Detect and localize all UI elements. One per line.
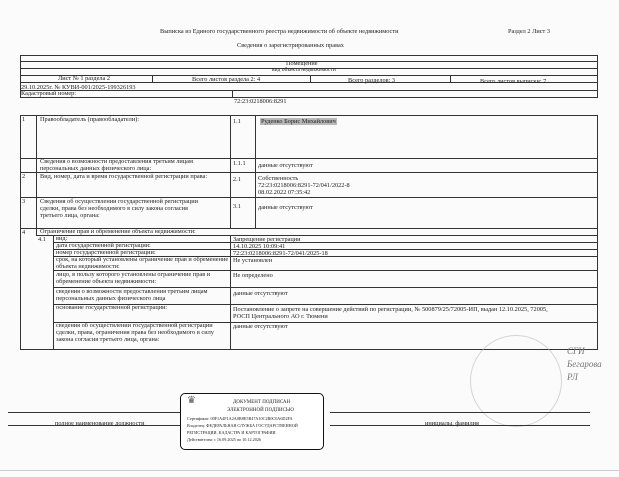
enc-value: данные отсутствуют [233,323,288,330]
enc-label: срок, на который установлены ограничение прав и обременение объекта недвижимости: [56,256,229,270]
stamp-owner: Владелец: ФЕДЕРАЛЬНАЯ СЛУЖБА ГОСУДАРСТВЕННОЙ [187,423,298,428]
enc-label: основание государственной регистрации: [56,304,168,311]
sheet-number: Лист № 1 раздела 2 [58,75,111,82]
enc-label: лицо, в пользу которого установлены ограничение прав и обременение объекта недвижимости: [56,271,211,285]
enc-value: Не установлен [233,257,273,264]
cadastral-label: Кадастровый номер: [21,90,77,97]
row-number: 4 [22,229,26,236]
deal-registration-label: Сведения об осуществлении государственной регистрации сделки, права без необходимого в силу закона согласия третьего лица, органа: [40,198,199,219]
row-code: 4.1 [38,236,46,243]
third-party-value: данные отсутствуют [258,162,313,169]
object-type-caption: вид объекта недвижимости [272,67,336,73]
enc-value: Не определено [233,272,273,279]
cadastral-value: 72:23:0218006:8291 [234,98,287,105]
right-number: 72:23:0218006:8291-72/041/2022-8 [258,182,350,189]
section-sheets-total: Всего листов раздела 2: 4 [192,76,261,83]
enc-value: Постановление о запрете на совершение действий по регистрации, № 500879/25/72005-ИП, выдан 12.10.2025, 72005, РОСП Центрального АО г. Тюмени [233,306,548,320]
enc-label: сведения о возможности предоставления третьим лицам персональных данных физического лица [56,288,208,302]
extract-sheets-total: Всего листов выписки: 7 [480,78,547,85]
right-type: Собственность [258,175,299,182]
enc-label: номер государственной регистрации: [56,249,156,256]
enc-value: Запрещение регистрации [233,236,301,243]
stamp-line1: ДОКУМЕНТ ПОДПИСАН [233,400,291,405]
third-party-label: Сведения о возможности предоставления третьим лицам персональных данных физического лица: [40,158,193,172]
stamp-cert: Сертификат: 00F1A4F1A2A0B8E5B47A10C2B0C0A6D2FA [187,416,293,421]
enc-value: данные отсутствуют [233,290,288,297]
handwritten-note: СГИ Бегарова РЛ [567,346,602,382]
section-sheet: Раздел 2 Лист 3 [508,28,551,35]
emblem-icon: ♛ [187,395,196,406]
enc-value: 14.10.2025 10:09:41 [233,243,286,250]
enc-label: вид: [56,235,68,242]
position-caption: полное наименование должности [55,420,145,427]
right-holder-value: Руденко Борис Михайлович [261,118,336,125]
enc-label: дата государственной регистрации: [56,242,151,249]
doc-number: 29.10.2025г. № КУВИ-001/2025-199326193 [21,84,136,91]
row-number: 3 [22,198,26,205]
registration-label: Вид, номер, дата и время государственной регистрации права: [40,173,208,180]
row-code: 1.1.1 [233,160,246,167]
document-title: Выписка из Единого государственного реестра недвижимости об объекте недвижимости [160,28,399,35]
row-code: 2.1 [233,176,241,183]
enc-label: сведения об осуществлении государственной регистрации сделки, права, ограничения права без необходимого в силу закона согласия третьего лица, органа: [56,322,214,343]
encumbrance-label: Ограничение прав и обременение объекта недвижимости: [40,228,196,235]
right-holder-label: Правообладатель (правообладатели): [40,116,140,123]
deal-registration-value: данные отсутствуют [258,204,313,211]
subtitle: Сведения о зарегистрированных правах [237,42,344,49]
stamp-line2: ЭЛЕКТРОННОЙ ПОДПИСЬЮ [227,408,294,413]
object-type: Помещение [286,60,318,67]
name-caption: инициалы, фамилия [425,420,479,427]
row-number: 1 [22,116,26,123]
e-signature-stamp [180,393,324,450]
right-date: 08.02.2022 07:35:42 [258,189,311,196]
stamp-owner2: РЕГИСТРАЦИИ, КАДАСТРА И КАРТОГРАФИИ [187,430,276,435]
row-number: 2 [22,173,26,180]
row-code: 3.1 [233,203,241,210]
sections-total: Всего разделов: 3 [348,77,396,84]
enc-value: 72:23:0218006:8291-72/041/2025-18 [233,250,328,257]
row-code: 1.1 [233,118,241,125]
stamp-valid: Действителен: с 16.09.2025 по 10.12.2026 [187,437,262,442]
